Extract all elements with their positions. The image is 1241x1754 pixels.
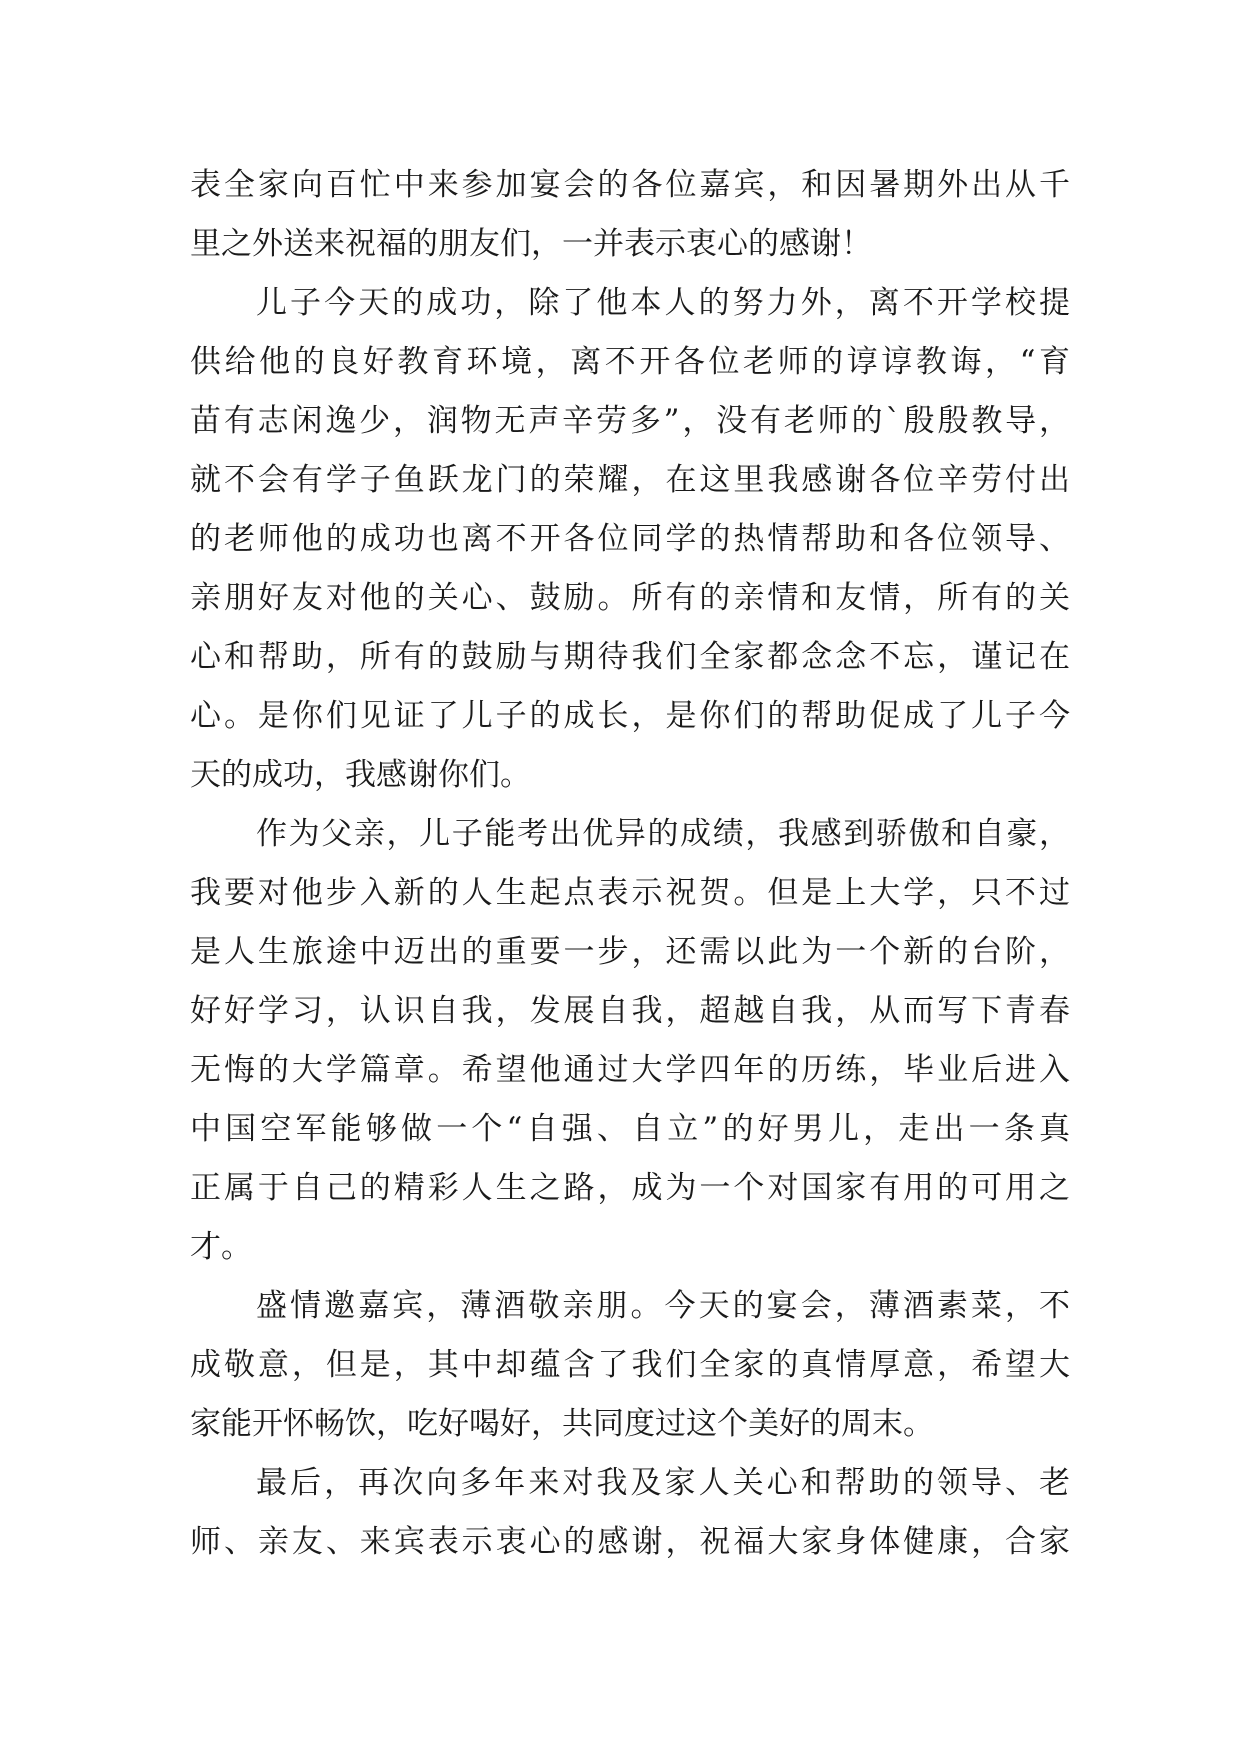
text-line: 就不会有学子鱼跃龙门的荣耀，在这里我感谢各位辛劳付出 bbox=[190, 462, 1070, 498]
text-line: 心和帮助，所有的鼓励与期待我们全家都念念不忘，谨记在 bbox=[190, 639, 1070, 675]
text-line: 好好学习，认识自我，发展自我，超越自我，从而写下青春 bbox=[190, 993, 1070, 1029]
text-line: 亲朋好友对他的关心、鼓励。所有的亲情和友情，所有的关 bbox=[190, 580, 1070, 616]
text-line: 我要对他步入新的人生起点表示祝贺。但是上大学，只不过 bbox=[190, 875, 1070, 911]
text-line: 师、亲友、来宾表示衷心的感谢，祝福大家身体健康，合家 bbox=[190, 1524, 1070, 1560]
text-line: 才。 bbox=[190, 1229, 252, 1265]
text-line: 儿子今天的成功，除了他本人的努力外，离不开学校提 bbox=[256, 285, 1070, 321]
text-line: 正属于自己的精彩人生之路，成为一个对国家有用的可用之 bbox=[190, 1170, 1070, 1206]
body-text bbox=[190, 156, 1070, 1572]
text-line: 最后，再次向多年来对我及家人关心和帮助的领导、老 bbox=[256, 1465, 1070, 1501]
text-line: 中国空军能够做一个“自强、自立”的好男儿，走出一条真 bbox=[190, 1111, 1070, 1147]
text-line: 是人生旅途中迈出的重要一步，还需以此为一个新的台阶， bbox=[190, 934, 1070, 970]
text-line: 的老师他的成功也离不开各位同学的热情帮助和各位领导、 bbox=[190, 521, 1070, 557]
text-line: 心。是你们见证了儿子的成长，是你们的帮助促成了儿子今 bbox=[190, 698, 1070, 734]
text-line: 苗有志闲逸少，润物无声辛劳多”，没有老师的`殷殷教导， bbox=[190, 403, 1070, 439]
text-line: 家能开怀畅饮，吃好喝好，共同度过这个美好的周末。 bbox=[190, 1406, 934, 1442]
text-line: 里之外送来祝福的朋友们，一并表示衷心的感谢！ bbox=[190, 226, 872, 262]
text-line: 成敬意，但是，其中却蕴含了我们全家的真情厚意，希望大 bbox=[190, 1347, 1070, 1383]
text-line: 无悔的大学篇章。希望他通过大学四年的历练，毕业后进入 bbox=[190, 1052, 1070, 1088]
text-line: 供给他的良好教育环境，离不开各位老师的谆谆教诲，“育 bbox=[190, 344, 1070, 380]
text-line: 盛情邀嘉宾，薄酒敬亲朋。今天的宴会，薄酒素菜，不 bbox=[256, 1288, 1070, 1324]
text-line: 天的成功，我感谢你们。 bbox=[190, 757, 531, 793]
text-line: 作为父亲，儿子能考出优异的成绩，我感到骄傲和自豪， bbox=[256, 816, 1070, 852]
text-line: 表全家向百忙中来参加宴会的各位嘉宾，和因暑期外出从千 bbox=[190, 167, 1070, 203]
